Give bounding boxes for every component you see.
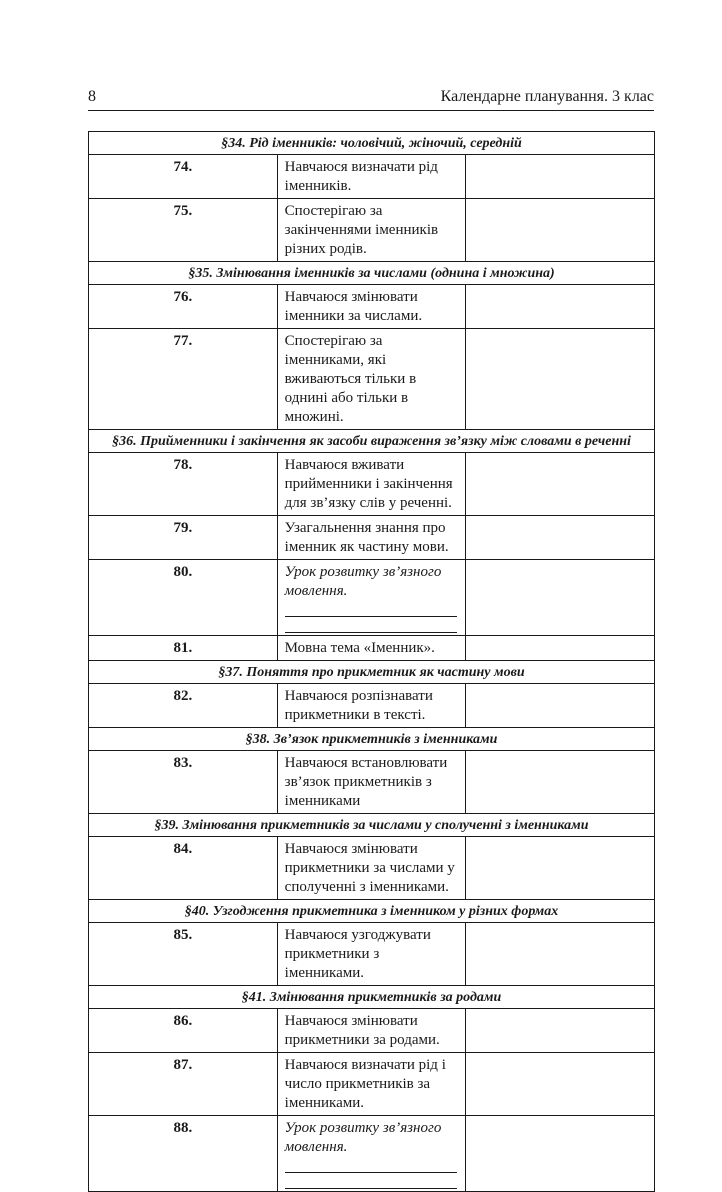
lesson-topic: Навчаюся визначати рід і число прикметників за іменниками. bbox=[284, 1057, 446, 1111]
lesson-number: 85. bbox=[89, 923, 278, 986]
notes-cell bbox=[466, 1009, 655, 1053]
page-header bbox=[88, 86, 654, 111]
section-heading: §40. Узгодження прикметника з іменником у різних формах bbox=[89, 900, 655, 923]
notes-cell bbox=[466, 199, 655, 262]
lesson-number: 81. bbox=[89, 636, 278, 661]
lesson-topic-cell bbox=[277, 285, 466, 329]
running-title: Календарне планування. 3 клас bbox=[440, 88, 654, 105]
lesson-topic: Навчаюся узгоджувати прикметники з іменниками. bbox=[284, 927, 431, 981]
lesson-topic: Спостерігаю за закінченнями іменників різних родів. bbox=[284, 203, 439, 257]
lesson-topic: Навчаюся визначати рід іменників. bbox=[284, 159, 438, 194]
section-heading: §41. Змінювання прикметників за родами bbox=[89, 986, 655, 1009]
lesson-topic-cell bbox=[277, 329, 466, 430]
section-heading: §34. Рід іменників: чоловічий, жіночий, середній bbox=[89, 132, 655, 155]
lesson-number: 84. bbox=[89, 837, 278, 900]
lesson-row bbox=[89, 199, 655, 262]
lesson-row bbox=[89, 837, 655, 900]
lesson-topic-cell bbox=[277, 155, 466, 199]
lesson-number: 80. bbox=[89, 560, 278, 636]
lesson-topic-cell bbox=[277, 453, 466, 516]
notes-cell bbox=[466, 837, 655, 900]
development-lesson-row bbox=[89, 1116, 655, 1192]
lesson-number: 76. bbox=[89, 285, 278, 329]
calendar-plan-table bbox=[88, 131, 655, 1192]
lesson-topic: Навчаюся змінювати іменники за числами. bbox=[284, 289, 423, 324]
lesson-number: 78. bbox=[89, 453, 278, 516]
lesson-number: 88. bbox=[89, 1116, 278, 1192]
writing-line bbox=[285, 617, 458, 633]
lesson-topic: Навчаюся вживати прийменники і закінчення для зв’язку слів у реченні. bbox=[284, 457, 453, 511]
section-heading-row bbox=[89, 430, 655, 453]
lesson-row bbox=[89, 751, 655, 814]
lesson-topic-cell bbox=[277, 923, 466, 986]
lesson-row bbox=[89, 1009, 655, 1053]
lesson-number: 75. bbox=[89, 199, 278, 262]
notes-cell bbox=[466, 560, 655, 636]
notes-cell bbox=[466, 1053, 655, 1116]
page-number: 8 bbox=[88, 88, 96, 105]
lesson-topic: Урок розвитку зв’язного мовлення. bbox=[284, 564, 442, 599]
lesson-row bbox=[89, 923, 655, 986]
lesson-row bbox=[89, 155, 655, 199]
section-heading: §35. Змінювання іменників за числами (однина і множина) bbox=[89, 262, 655, 285]
notes-cell bbox=[466, 751, 655, 814]
lesson-number: 79. bbox=[89, 516, 278, 560]
lesson-number: 82. bbox=[89, 684, 278, 728]
lesson-topic: Спостерігаю за іменниками, які вживаються тільки в однині або тільки в множині. bbox=[284, 333, 417, 425]
notes-cell bbox=[466, 1116, 655, 1192]
notes-cell bbox=[466, 516, 655, 560]
lesson-topic-cell bbox=[277, 837, 466, 900]
section-heading: §36. Прийменники і закінчення як засоби вираження зв’язку між словами в реченні bbox=[89, 430, 655, 453]
lesson-number: 77. bbox=[89, 329, 278, 430]
lesson-row bbox=[89, 636, 655, 661]
section-heading-row bbox=[89, 661, 655, 684]
section-heading-row bbox=[89, 814, 655, 837]
lesson-topic-cell bbox=[277, 199, 466, 262]
section-heading: §39. Змінювання прикметників за числами у сполученні з іменниками bbox=[89, 814, 655, 837]
lesson-topic-cell bbox=[277, 1116, 466, 1192]
section-heading: §37. Поняття про прикметник як частину мови bbox=[89, 661, 655, 684]
lesson-topic-cell bbox=[277, 636, 466, 661]
lesson-number: 74. bbox=[89, 155, 278, 199]
lesson-row bbox=[89, 453, 655, 516]
lesson-topic-cell bbox=[277, 751, 466, 814]
writing-line bbox=[285, 1157, 458, 1173]
notes-cell bbox=[466, 684, 655, 728]
lesson-topic: Урок розвитку зв’язного мовлення. bbox=[284, 1120, 442, 1155]
lesson-topic-cell bbox=[277, 516, 466, 560]
lesson-number: 87. bbox=[89, 1053, 278, 1116]
lesson-row bbox=[89, 285, 655, 329]
lesson-topic-cell bbox=[277, 1053, 466, 1116]
calendar-plan-body bbox=[89, 132, 655, 1192]
lesson-topic-cell bbox=[277, 684, 466, 728]
lesson-topic-cell bbox=[277, 1009, 466, 1053]
lesson-row bbox=[89, 1053, 655, 1116]
notes-cell bbox=[466, 285, 655, 329]
section-heading-row bbox=[89, 900, 655, 923]
section-heading: §38. Зв’язок прикметників з іменниками bbox=[89, 728, 655, 751]
lesson-topic: Навчаюся змінювати прикметники за родами. bbox=[284, 1013, 440, 1048]
notes-cell bbox=[466, 636, 655, 661]
writing-line bbox=[285, 601, 458, 617]
notes-cell bbox=[466, 155, 655, 199]
notes-cell bbox=[466, 329, 655, 430]
development-lesson-row bbox=[89, 560, 655, 636]
section-heading-row bbox=[89, 986, 655, 1009]
notes-cell bbox=[466, 923, 655, 986]
lesson-topic: Навчаюся встановлювати зв’язок прикметників з іменниками bbox=[284, 755, 448, 809]
lesson-topic: Навчаюся розпізнавати прикметники в тексті. bbox=[284, 688, 433, 723]
section-heading-row bbox=[89, 132, 655, 155]
lesson-topic: Мовна тема «Іменник». bbox=[284, 640, 435, 656]
lesson-topic: Навчаюся змінювати прикметники за числами у сполученні з іменниками. bbox=[284, 841, 455, 895]
lesson-row bbox=[89, 684, 655, 728]
lesson-topic-cell bbox=[277, 560, 466, 636]
lesson-row bbox=[89, 329, 655, 430]
lesson-number: 86. bbox=[89, 1009, 278, 1053]
section-heading-row bbox=[89, 262, 655, 285]
lesson-number: 83. bbox=[89, 751, 278, 814]
writing-line bbox=[285, 1173, 458, 1189]
section-heading-row bbox=[89, 728, 655, 751]
lesson-topic: Узагальнення знання про іменник як частину мови. bbox=[284, 520, 449, 555]
lesson-row bbox=[89, 516, 655, 560]
notes-cell bbox=[466, 453, 655, 516]
